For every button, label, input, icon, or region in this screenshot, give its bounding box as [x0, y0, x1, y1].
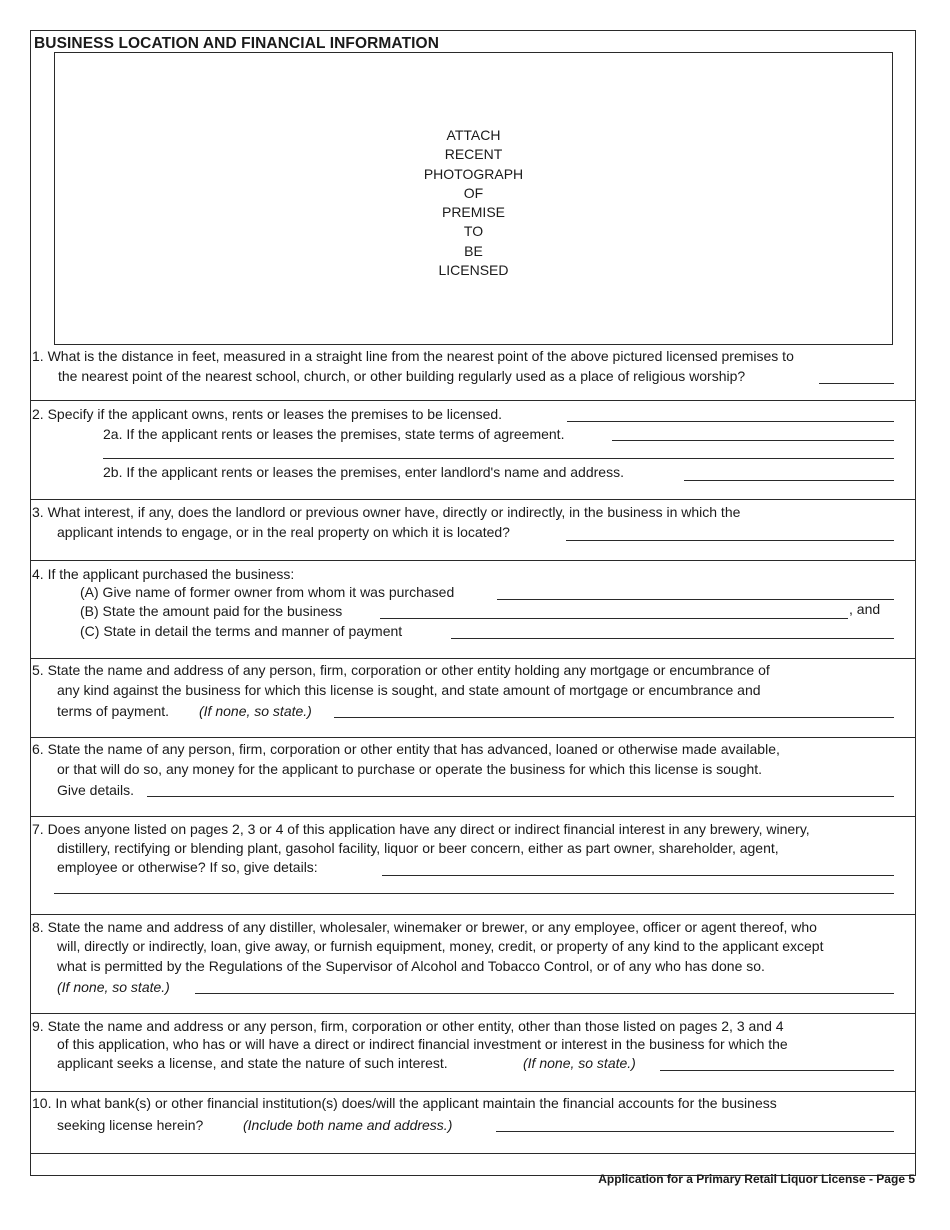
photo-line: PREMISE	[441, 204, 505, 221]
q9-text: of this application, who has or will have a direct or indirect financial investment or interest in the business for which the	[57, 1036, 788, 1052]
q5-text: any kind against the business for which this license is sought, and state amount of mortgage or encumbrance and	[57, 682, 761, 698]
photo-attachment-box[interactable]	[54, 52, 893, 345]
q9-text: 9. State the name and address or any person, firm, corporation or other entity, other than those listed on pages 2, 3 and 4	[32, 1018, 784, 1034]
q2b-text: 2b. If the applicant rents or leases the premises, enter landlord's name and address.	[103, 464, 624, 480]
q2a-text: 2a. If the applicant rents or leases the premises, state terms of agreement.	[103, 426, 565, 442]
section-divider	[30, 1153, 916, 1154]
photo-line: LICENSED	[438, 262, 509, 279]
q2a-answer-field[interactable]	[612, 440, 894, 441]
section-divider	[30, 914, 916, 915]
q4c-answer-field[interactable]	[451, 638, 894, 639]
section-divider	[30, 1013, 916, 1014]
q7-text: distillery, rectifying or blending plant, gasohol facility, liquor or beer concern, either as part owner, shareholder, agent,	[57, 840, 779, 856]
q8-text: what is permitted by the Regulations of the Supervisor of Alcohol and Tobacco Control, or of any who has done so.	[57, 958, 765, 974]
q8-text: will, directly or indirectly, loan, give away, or furnish equipment, money, credit, or property of any kind to the applicant except	[57, 938, 824, 954]
q4a-text: (A) Give name of former owner from whom it was purchased	[80, 584, 455, 600]
q4b-suffix: , and	[849, 601, 881, 617]
q10-text: 10. In what bank(s) or other financial institution(s) does/will the applicant maintain the financial accounts for the business	[32, 1095, 777, 1111]
q6-text: Give details.	[57, 782, 135, 798]
section-title: BUSINESS LOCATION AND FINANCIAL INFORMATION	[34, 35, 439, 52]
q7-text: 7. Does anyone listed on pages 2, 3 or 4 of this application have any direct or indirect financial interest in any brewery, winery,	[32, 821, 810, 837]
q10-note: (Include both name and address.)	[243, 1117, 453, 1133]
q8-text: 8. State the name and address of any distiller, wholesaler, winemaker or brewer, or any employee, officer or agent thereof, who	[32, 919, 817, 935]
page-footer: Application for a Primary Retail Liquor License - Page 5	[598, 1172, 915, 1186]
q3-answer-field[interactable]	[566, 540, 894, 541]
q5-text: terms of payment.	[57, 703, 170, 719]
q4a-answer-field[interactable]	[497, 599, 894, 600]
q6-answer-field[interactable]	[147, 796, 894, 797]
q2-answer-field[interactable]	[567, 421, 894, 422]
q6-text: or that will do so, any money for the applicant to purchase or operate the business for which this license is sought.	[57, 761, 763, 777]
q4c-text: (C) State in detail the terms and manner of payment	[80, 623, 403, 639]
photo-line: PHOTOGRAPH	[423, 165, 524, 182]
q10-answer-field[interactable]	[496, 1131, 894, 1132]
q9-note: (If none, so state.)	[523, 1055, 636, 1071]
q5-text: 5. State the name and address of any person, firm, corporation or other entity holding any mortgage or encumbrance of	[32, 662, 770, 678]
q1-text: the nearest point of the nearest school, church, or other building regularly used as a place of religious worship?	[58, 368, 746, 384]
photo-instructions	[55, 126, 892, 280]
q2a-answer-field-continued[interactable]	[103, 458, 894, 459]
q4b-answer-field[interactable]	[380, 618, 848, 619]
q3-text: 3. What interest, if any, does the landlord or previous owner have, directly or indirectly, in the business in which the	[32, 504, 741, 520]
q9-text: applicant seeks a license, and state the nature of such interest.	[57, 1055, 448, 1071]
q8-note: (If none, so state.)	[57, 979, 170, 995]
section-divider	[30, 560, 916, 561]
q8-answer-field[interactable]	[195, 993, 894, 994]
q9-answer-field[interactable]	[660, 1070, 894, 1071]
q6-text: 6. State the name of any person, firm, corporation or other entity that has advanced, loaned or otherwise made available,	[32, 741, 780, 757]
section-divider	[30, 1091, 916, 1092]
section-divider	[30, 816, 916, 817]
q4b-text: (B) State the amount paid for the business	[80, 603, 343, 619]
q5-answer-field[interactable]	[334, 717, 894, 718]
q7-text: employee or otherwise? If so, give details:	[57, 859, 318, 875]
section-divider	[30, 400, 916, 401]
q2b-answer-field[interactable]	[684, 480, 894, 481]
section-divider	[30, 737, 916, 738]
photo-line: ATTACH	[446, 127, 501, 143]
q7-answer-field[interactable]	[382, 875, 894, 876]
q1-answer-field[interactable]	[819, 383, 894, 384]
section-divider	[30, 499, 916, 500]
photo-line: BE	[464, 242, 483, 259]
photo-line: TO	[463, 223, 484, 240]
section-divider	[30, 658, 916, 659]
q2-text: 2. Specify if the applicant owns, rents or leases the premises to be licensed.	[32, 406, 503, 422]
q5-note: (If none, so state.)	[199, 703, 312, 719]
q3-text: applicant intends to engage, or in the real property on which it is located?	[57, 524, 510, 540]
q4-text: 4. If the applicant purchased the business:	[32, 566, 295, 582]
q1-text: 1. What is the distance in feet, measured in a straight line from the nearest point of the above pictured licensed premises to	[32, 348, 794, 364]
photo-line: RECENT	[444, 146, 503, 163]
photo-line: OF	[463, 184, 484, 201]
q7-answer-field-continued[interactable]	[54, 893, 894, 894]
q10-text: seeking license herein?	[57, 1117, 204, 1133]
